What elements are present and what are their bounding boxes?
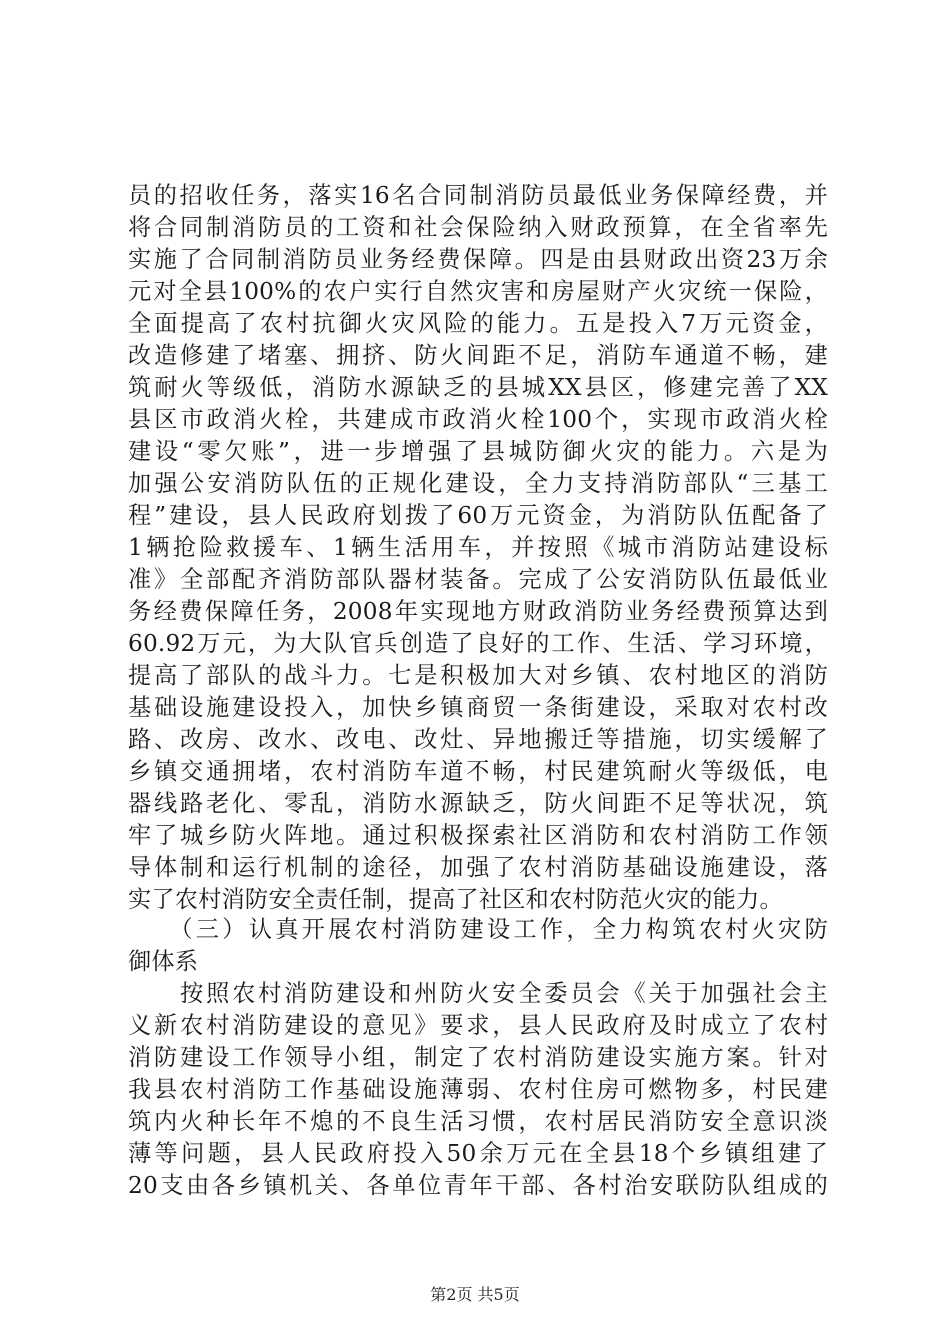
text-line: 建设“零欠账”，进一步增强了县城防御火灾的能力。六是为 xyxy=(128,438,828,465)
text-line: 路、改房、改水、改电、改灶、异地搬迁等措施，切实缓解了 xyxy=(128,726,828,753)
text-line: 器线路老化、零乱，消防水源缺乏，防火间距不足等状况，筑 xyxy=(128,790,828,817)
text-line: 将合同制消防员的工资和社会保险纳入财政预算，在全省率先 xyxy=(128,214,828,241)
text-line: 实施了合同制消防员业务经费保障。四是由县财政出资23万余 xyxy=(128,246,828,273)
text-line: 务经费保障任务，2008年实现地方财政消防业务经费预算达到 xyxy=(128,598,828,625)
text-line: 元对全县100%的农户实行自然灾害和房屋财产火灾统一保险， xyxy=(128,278,828,305)
section-heading xyxy=(128,914,828,978)
text-line: 提高了部队的战斗力。七是积极加大对乡镇、农村地区的消防 xyxy=(128,662,828,689)
text-line: 加强公安消防队伍的正规化建设，全力支持消防部队“三基工 xyxy=(128,470,828,497)
text-line: 实了农村消防安全责任制，提高了社区和农村防范火灾的能力。 xyxy=(128,886,783,913)
text-line: 按照农村消防建设和州防火安全委员会《关于加强社会主 xyxy=(128,980,828,1007)
text-line: 改造修建了堵塞、拥挤、防火间距不足，消防车通道不畅，建 xyxy=(128,342,828,369)
text-line: 我县农村消防工作基础设施薄弱、农村住房可燃物多，村民建 xyxy=(128,1076,828,1103)
body-paragraph-1 xyxy=(128,180,828,916)
text-line: 60.92万元，为大队官兵创造了良好的工作、生活、学习环境， xyxy=(128,630,828,657)
heading-line: 御体系 xyxy=(128,948,199,975)
text-line: 筑耐火等级低，消防水源缺乏的县城XX县区，修建完善了XX xyxy=(128,374,828,401)
text-line: 义新农村消防建设的意见》要求，县人民政府及时成立了农村 xyxy=(128,1012,828,1039)
text-line: 筑内火种长年不熄的不良生活习惯，农村居民消防安全意识淡 xyxy=(128,1108,828,1135)
text-line: 导体制和运行机制的途径，加强了农村消防基础设施建设，落 xyxy=(128,854,828,881)
body-paragraph-2 xyxy=(128,978,828,1202)
text-line: 1辆抢险救援车、1辆生活用车，并按照《城市消防站建设标 xyxy=(128,534,828,561)
text-line: 薄等问题，县人民政府投入50余万元在全县18个乡镇组建了 xyxy=(128,1140,828,1167)
text-line: 基础设施建设投入，加快乡镇商贸一条街建设，采取对农村改 xyxy=(128,694,828,721)
text-line: 乡镇交通拥堵，农村消防车道不畅，村民建筑耐火等级低，电 xyxy=(128,758,828,785)
text-line: 牢了城乡防火阵地。通过积极探索社区消防和农村消防工作领 xyxy=(128,822,828,849)
text-line: 程”建设，县人民政府划拨了60万元资金，为消防队伍配备了 xyxy=(128,502,828,529)
text-line: 20支由各乡镇机关、各单位青年干部、各村治安联防队组成的 xyxy=(128,1172,828,1199)
page-number-footer: 第2页 共5页 xyxy=(430,1285,520,1304)
text-line: 员的招收任务，落实16名合同制消防员最低业务保障经费，并 xyxy=(128,182,828,209)
text-line: 县区市政消火栓，共建成市政消火栓100个，实现市政消火栓 xyxy=(128,406,828,433)
text-line: 消防建设工作领导小组，制定了农村消防建设实施方案。针对 xyxy=(128,1044,828,1071)
text-line: 准》全部配齐消防部队器材装备。完成了公安消防队伍最低业 xyxy=(128,566,828,593)
text-line: 全面提高了农村抗御火灾风险的能力。五是投入7万元资金， xyxy=(128,310,828,337)
heading-line: （三）认真开展农村消防建设工作，全力构筑农村火灾防 xyxy=(128,916,828,943)
